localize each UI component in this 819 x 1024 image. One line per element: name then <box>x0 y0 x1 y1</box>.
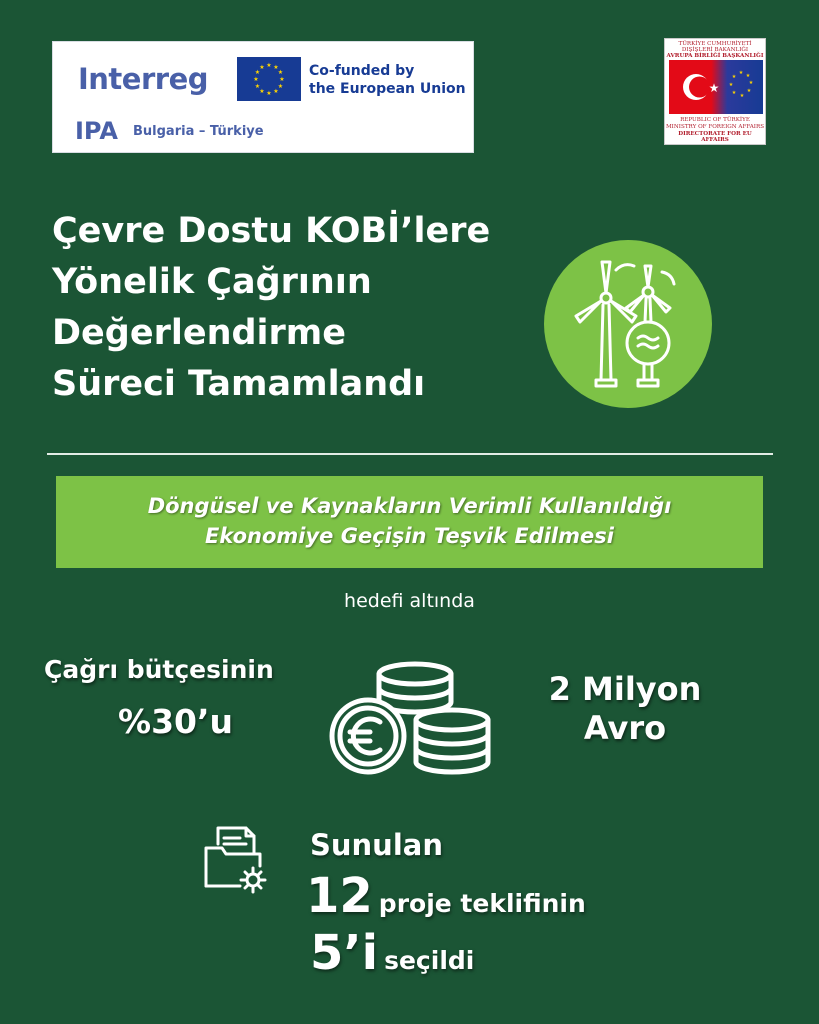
svg-text:★: ★ <box>259 88 265 95</box>
title-line2: Yönelik Çağrının <box>52 262 372 302</box>
coins-euro-icon <box>328 660 494 776</box>
directorate-en-line1: REPUBLIC OF TÜRKİYE <box>680 117 750 123</box>
svg-text:★: ★ <box>738 70 744 76</box>
svg-text:★: ★ <box>254 83 261 90</box>
proposal-count-text: proje teklifinin <box>378 889 586 918</box>
interreg-logo-text: Interreg <box>78 62 208 96</box>
submitted-label: Sunulan <box>310 828 443 862</box>
budget-percent: %30’u <box>118 702 234 741</box>
turkey-eu-flags-icon <box>669 60 763 114</box>
cofunded-text <box>309 62 466 98</box>
goal-banner <box>56 476 763 568</box>
svg-text:★: ★ <box>739 93 745 99</box>
svg-text:★: ★ <box>731 90 737 96</box>
svg-text:★: ★ <box>746 88 752 94</box>
svg-text:★: ★ <box>254 69 261 76</box>
proposal-count: 12 <box>306 868 373 924</box>
proposal-count-row <box>306 868 586 924</box>
svg-text:★: ★ <box>277 69 284 76</box>
wind-turbine-icon <box>544 240 712 408</box>
svg-text:★: ★ <box>277 83 284 90</box>
svg-text:★: ★ <box>266 62 272 69</box>
budget-amount-line1: 2 Milyon <box>548 670 702 708</box>
title-line3: Değerlendirme <box>52 313 347 353</box>
directorate-tr-line1: TÜRKİYE CUMHURİYETİ <box>678 41 752 47</box>
svg-text:★: ★ <box>273 64 279 71</box>
program-name: Bulgaria – Türkiye <box>133 124 264 139</box>
page-title <box>52 206 522 410</box>
budget-label: Çağrı bütçesinin <box>44 655 274 684</box>
selected-count-text: seçildi <box>384 946 475 975</box>
directorate-en-line3: DIRECTORATE FOR EU AFFAIRS <box>678 131 752 144</box>
svg-text:★: ★ <box>748 80 754 86</box>
title-line1: Çevre Dostu KOBİ’lere <box>52 211 491 251</box>
selected-count-row <box>310 925 474 981</box>
svg-text:★: ★ <box>708 81 720 95</box>
svg-text:★: ★ <box>266 90 272 97</box>
directorate-tr-line2: DIŞİŞLERİ BAKANLIĞI <box>681 47 749 53</box>
goal-line2: Ekonomiye Geçişin Teşvik Edilmesi <box>205 524 614 548</box>
cofunded-line2: the European Union <box>309 81 466 97</box>
interreg-logo-card <box>52 41 474 153</box>
selected-count: 5’i <box>310 925 379 981</box>
svg-text:★: ★ <box>745 73 751 79</box>
directorate-tr-line3: AVRUPA BİRLİĞİ BAŞKANLIĞI <box>666 53 764 59</box>
eu-flag-icon <box>237 57 301 101</box>
svg-text:★: ★ <box>273 88 279 95</box>
goal-subtitle: hedefi altında <box>344 590 475 612</box>
title-line4: Süreci Tamamlandı <box>52 364 426 404</box>
directorate-en-line2: MINISTRY OF FOREIGN AFFAIRS <box>665 124 765 130</box>
budget-amount-line2: Avro <box>583 709 667 747</box>
svg-text:★: ★ <box>259 64 265 71</box>
svg-text:★: ★ <box>253 76 259 83</box>
svg-text:★: ★ <box>731 74 737 80</box>
goal-line1: Döngüsel ve Kaynakların Verimli Kullanıldığı <box>147 494 672 518</box>
divider <box>47 453 773 455</box>
svg-text:★: ★ <box>728 82 734 88</box>
svg-text:★: ★ <box>279 76 285 83</box>
folder-gear-icon <box>202 824 272 894</box>
directorate-eu-affairs-logo <box>664 38 766 145</box>
budget-amount <box>520 670 730 748</box>
cofunded-line1: Co-funded by <box>309 63 415 79</box>
ipa-logo-text: IPA <box>75 117 118 145</box>
